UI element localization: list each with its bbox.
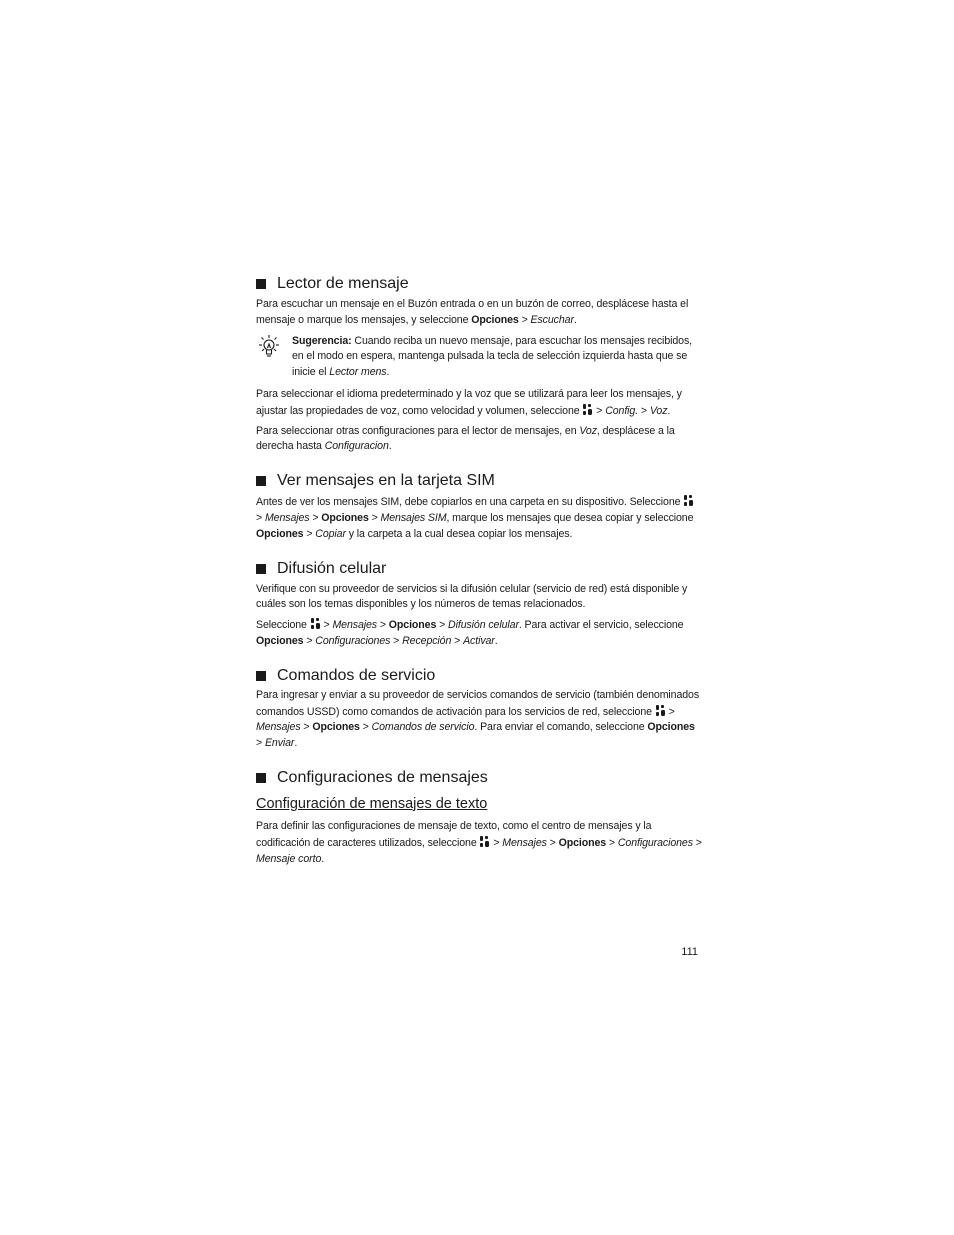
menu-key-icon [655,704,666,718]
bullet-square-icon [256,564,266,574]
menu-key-icon [683,494,694,508]
menu-key-icon [310,617,321,631]
paragraph: Para seleccionar otras configuraciones para el lector de mensajes, en Voz, desplácese a la derecha hasta Configuracion. [256,424,675,453]
paragraph: Para definir las configuraciones de mensaje de texto, como el centro de mensajes y la codificación de caracteres utilizados, seleccione > Mensajes > Opciones > Configuraciones > Mensaje corto. [256,819,702,865]
bullet-square-icon [256,476,266,486]
paragraph: Verifique con su proveedor de servicios si la difusión celular (servicio de red) está disponible y cuáles son los temas disponibles y los números de temas relacionados. [256,582,688,611]
menu-key-icon [479,835,490,849]
document-page [256,270,702,867]
section-heading-difusion [256,557,702,581]
lightbulb-icon [255,333,285,381]
page-number: 111 [681,946,698,958]
paragraph: Antes de ver los mensajes SIM, debe copiarlos en una carpeta en su dispositivo. Seleccione > Mensajes > Opciones > Mensajes SIM, marque los mensajes que desea copiar y seleccione Opciones > Copiar y la carpeta a la cual desea copiar los mensajes. [256,496,694,540]
paragraph: Para ingresar y enviar a su proveedor de servicios comandos de servicio (también denominados comandos USSD) como comandos de activación para los servicios de red, seleccione > Mensajes > Opciones > Comandos de servicio. Para enviar el comando, seleccione Opciones > Enviar. [256,688,700,750]
section-title: Ver mensajes en la tarjeta SIM [277,472,495,490]
bullet-square-icon [256,279,266,289]
section-heading-comandos [256,664,702,688]
menu-key-icon [582,403,593,417]
paragraph: Seleccione > Mensajes > Opciones > Difusión celular. Para activar el servicio, seleccione Opciones > Configuraciones > Recepción > Activar. [256,619,684,647]
paragraph: Para seleccionar el idioma predeterminado y la voz que se utilizará para leer los mensajes, y ajustar las propiedades de voz, como velocidad y volumen, seleccione > Config. > Voz. [256,387,682,417]
section-heading-sim [256,469,702,493]
paragraph: Para escuchar un mensaje en el Buzón entrada o en un buzón de correo, desplácese hasta el mensaje o marque los mensajes, y seleccione Opciones > Escuchar. [256,298,689,326]
tip-text: Sugerencia: Cuando reciba un nuevo mensaje, para escuchar los mensajes recibidos, en el modo en espera, mantenga pulsada la tecla de selección izquierda hasta que se inicie el Lector mens. [292,334,692,379]
section-title: Comandos de servicio [277,666,436,684]
section-heading-config [256,766,702,790]
tip-box [256,334,702,381]
section-title: Difusión celular [277,559,387,577]
bullet-square-icon [256,773,266,783]
bullet-square-icon [256,671,266,681]
section-title: Lector de mensaje [277,275,409,292]
subsection-title: Configuración de mensajes de texto [256,795,488,812]
section-title: Configuraciones de mensajes [277,768,488,786]
section-heading-lector [256,272,702,296]
